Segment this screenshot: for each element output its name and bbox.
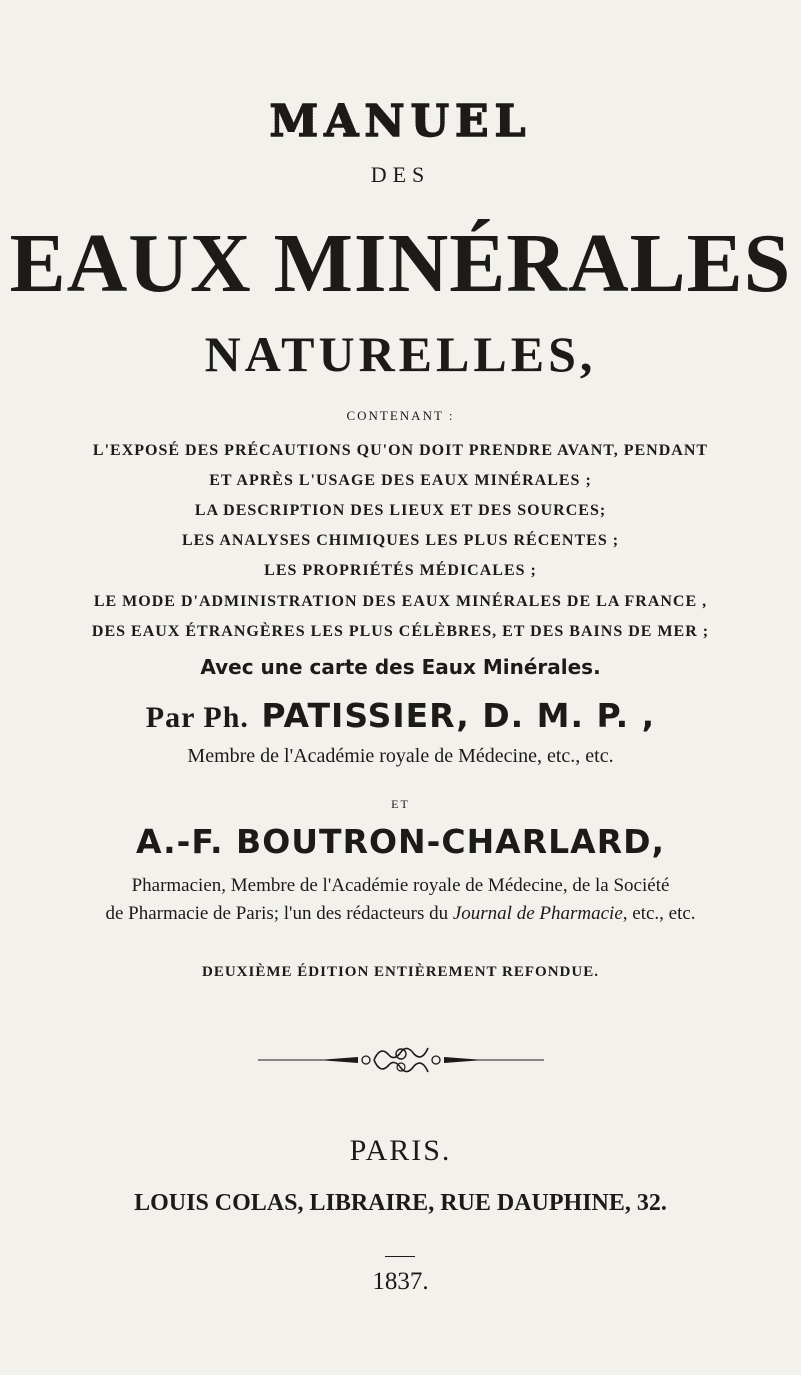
imprint-year: 1837.	[372, 1268, 429, 1295]
contents-line: ET APRÈS L'USAGE DES EAUX MINÉRALES ;	[209, 472, 592, 489]
contents-line: LES ANALYSES CHIMIQUES LES PLUS RÉCENTES ;	[181, 532, 620, 549]
author1-line	[0, 696, 801, 735]
author2-title-part: , etc., etc.	[622, 903, 696, 924]
printer-ornament-icon	[258, 1040, 544, 1080]
imprint-city: PARIS.	[349, 1134, 452, 1167]
author2-title-line1: Pharmacien, Membre de l'Académie royale de Médecine, de la Société	[131, 875, 670, 896]
author2-title-line2	[0, 903, 801, 925]
imprint-publisher: LOUIS COLAS, LIBRAIRE, RUE DAUPHINE, 32.	[134, 1190, 667, 1216]
contents-line: LES PROPRIÉTÉS MÉDICALES ;	[264, 562, 537, 579]
author2-name: A.-F. BOUTRON-CHARLARD,	[135, 822, 666, 861]
title-eaux-minerales: EAUX MINÉRALES	[9, 217, 792, 310]
title-des: DES	[370, 162, 431, 187]
map-note: Avec une carte des Eaux Minérales.	[200, 655, 601, 679]
title-manuel: MANUEL	[0, 96, 801, 147]
author1-title: Membre de l'Académie royale de Médecine, etc., etc.	[187, 745, 614, 767]
edition-note: DEUXIÈME ÉDITION ENTIÈREMENT REFONDUE.	[202, 964, 599, 980]
contents-line: DES EAUX ÉTRANGÈRES LES PLUS CÉLÈBRES, ET DES BAINS DE MER ;	[91, 623, 710, 640]
contents-line: L'EXPOSÉ DES PRÉCAUTIONS QU'ON DOIT PRENDRE AVANT, PENDANT	[92, 442, 709, 459]
divider	[385, 1256, 415, 1257]
author2-title-part: de Pharmacie de Paris; l'un des rédacteurs du	[105, 903, 453, 924]
author1-name: PATISSIER, D. M. P. ,	[261, 696, 656, 735]
contents-line: LE MODE D'ADMINISTRATION DES EAUX MINÉRALES DE LA FRANCE ,	[93, 593, 708, 610]
et-conjunction: ET	[391, 797, 410, 811]
par-label: Par Ph.	[145, 701, 249, 734]
contents-heading: CONTENANT :	[346, 408, 455, 423]
journal-title: Journal de Pharmacie	[452, 903, 623, 924]
contents-line: LA DESCRIPTION DES LIEUX ET DES SOURCES;	[194, 502, 607, 519]
title-naturelles: NATURELLES,	[204, 326, 597, 382]
